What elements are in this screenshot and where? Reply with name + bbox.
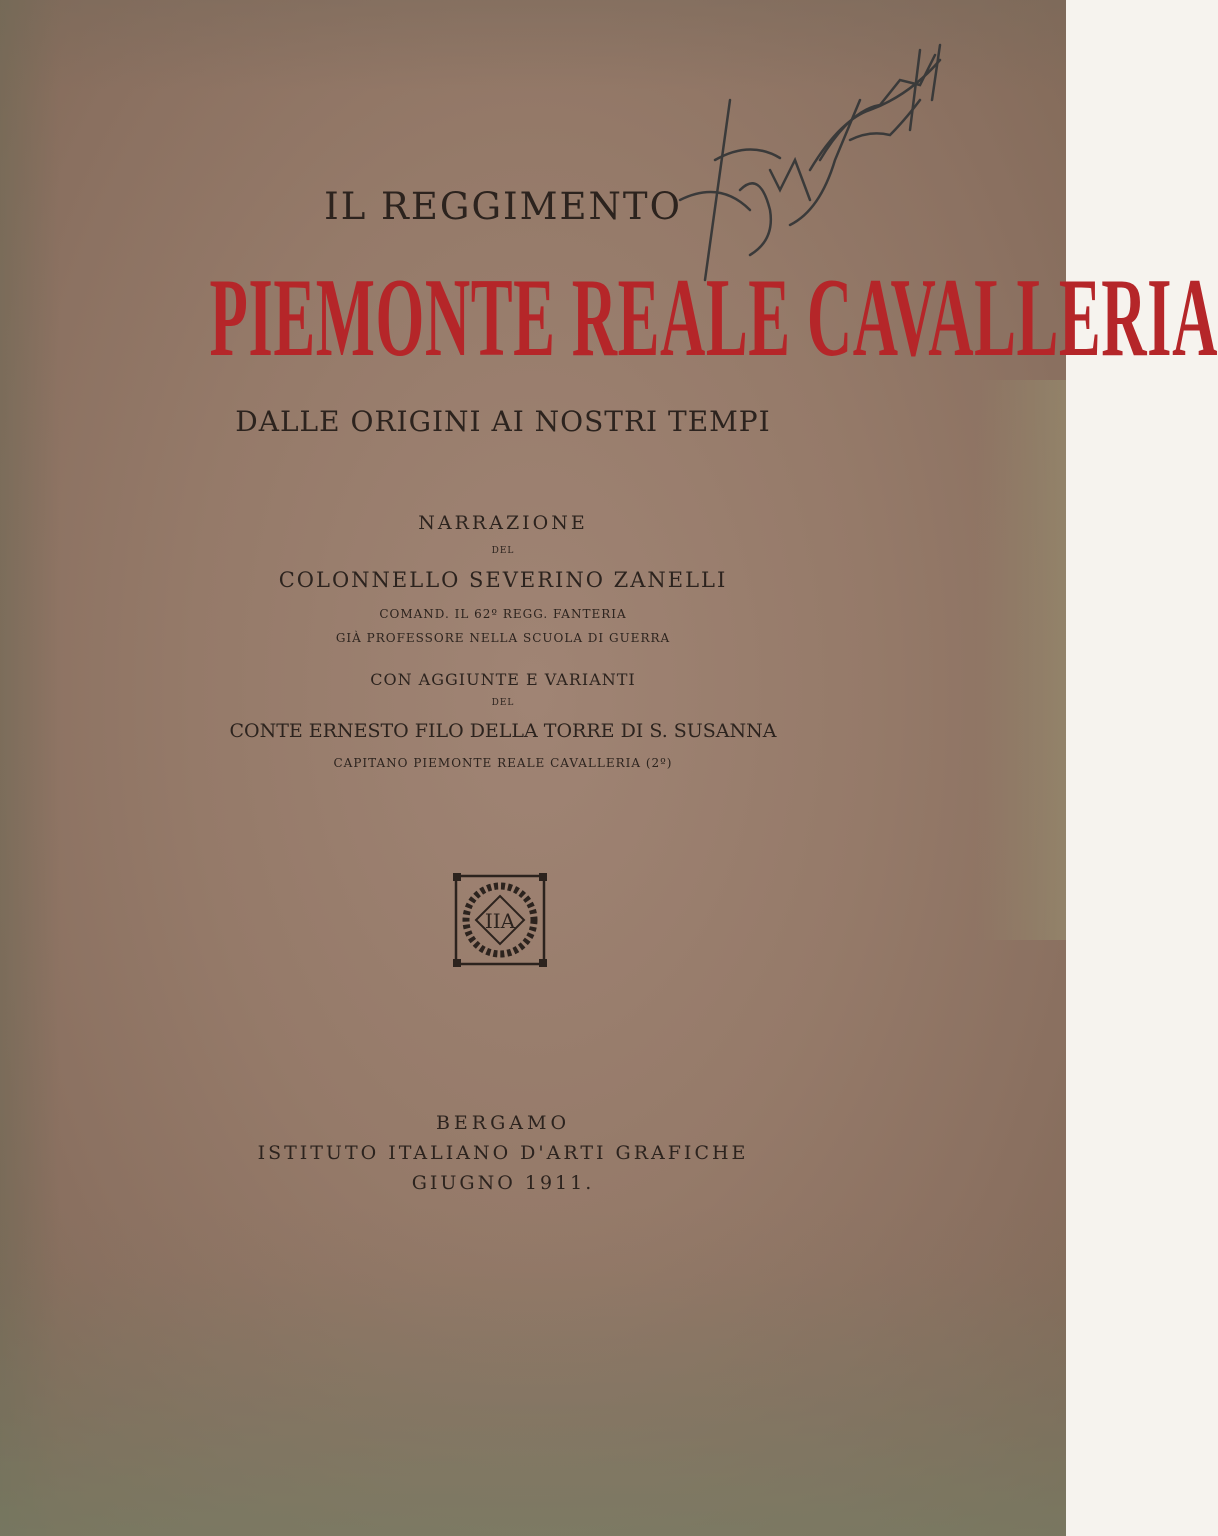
publication-date: GIUGNO 1911. [411,1172,595,1194]
publisher-city: BERGAMO [435,1112,571,1134]
svg-text:IIA: IIA [484,909,516,933]
author-role-1: COMAND. IL 62º REGG. FANTERIA [379,607,627,621]
pre-title: IL REGGIMENTO [324,185,682,228]
subtitle: DALLE ORIGINI AI NOSTRI TEMPI [235,405,771,438]
del-label-1: DEL [491,546,515,556]
paper-stain-right [976,380,1066,940]
coauthor-role: CAPITANO PIEMONTE REALE CAVALLERIA (2º) [333,756,673,770]
del-label-2: DEL [491,698,515,708]
additions-label: CON AGGIUNTE E VARIANTI [370,670,636,689]
publisher-name: ISTITUTO ITALIANO D'ARTI GRAFICHE [257,1142,749,1164]
author-role-2: GIÀ PROFESSORE NELLA SCUOLA DI GUERRA [335,631,671,645]
paper-stain-bottom [0,1206,1066,1536]
publisher-wreath-monogram-icon [452,872,548,968]
main-title: PIEMONTE REALE CAVALLERIA [209,256,1218,380]
handwritten-signature [620,40,960,300]
narrazione-label: NARRAZIONE [418,512,588,534]
coauthor-name: CONTE ERNESTO FILO DELLA TORRE DI S. SUSANNA [229,720,777,742]
author-name: COLONNELLO SEVERINO ZANELLI [278,568,728,592]
